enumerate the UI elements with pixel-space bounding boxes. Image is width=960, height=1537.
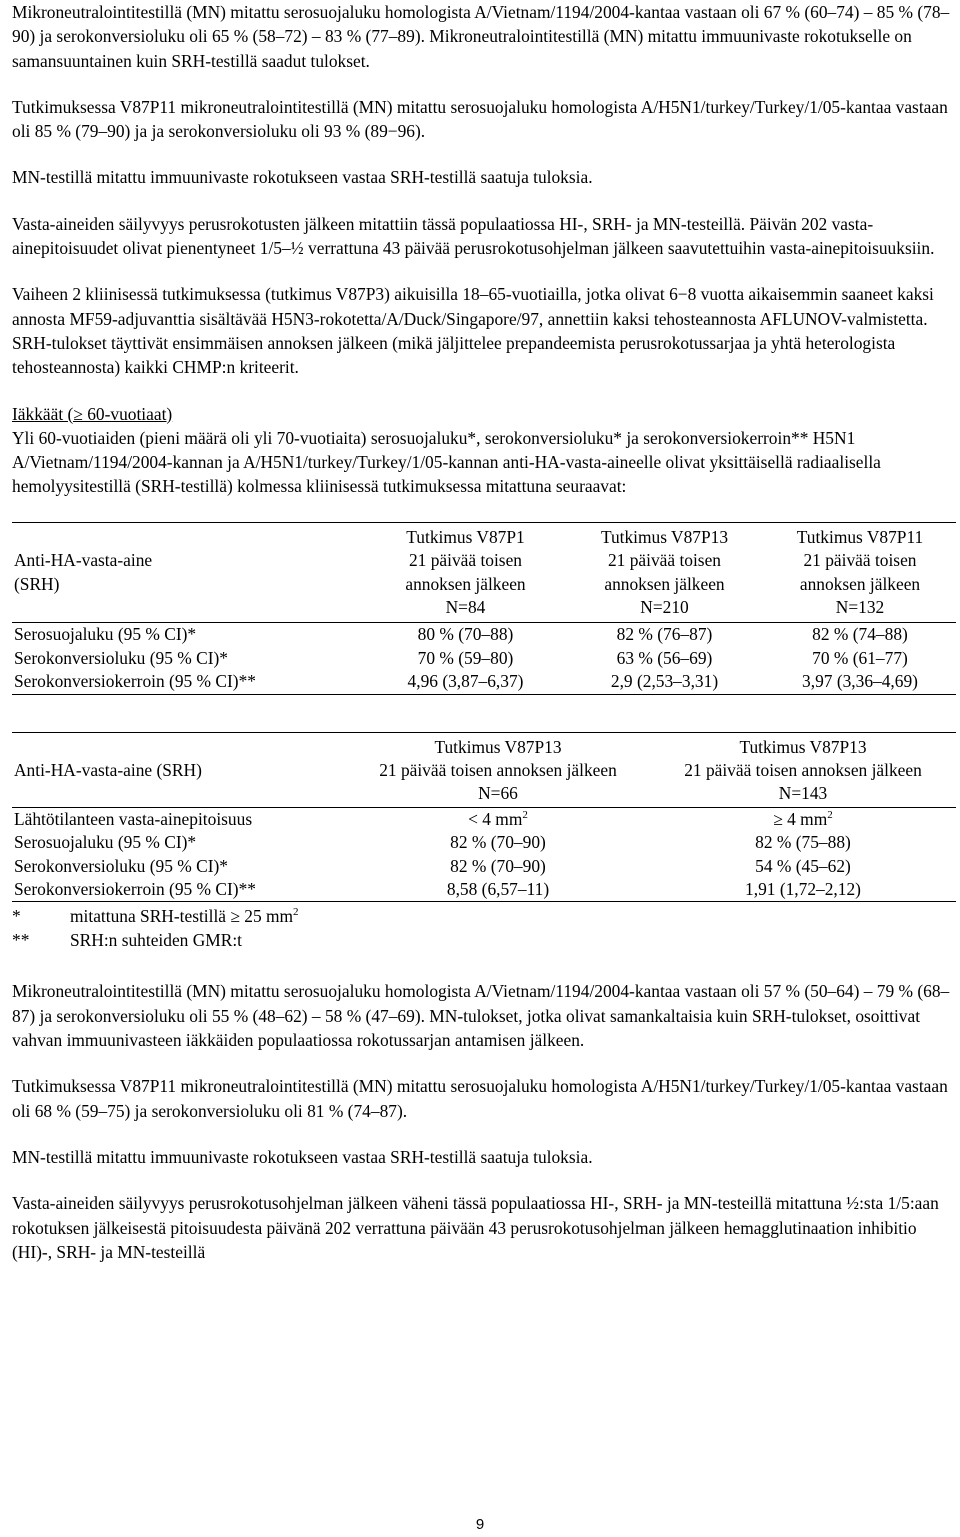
paragraph: Tutkimuksessa V87P11 mikroneutralointitestillä (MN) mitattu serosuojaluku homologista A/H5N1/turkey/Turkey/1/05-kantaa vastaan oli 68 % (59–75) ja serokonversioluku oli 81 % (74–87). — [12, 1076, 948, 1121]
row-label: Serosuojaluku (95 % CI)* — [14, 832, 197, 853]
table-cell: 63 % (56–69) — [616, 647, 713, 668]
table-header-cell: Tutkimus V87P13 21 päivää toisen annoksen jälkeen N=66 — [379, 736, 617, 804]
table-header-cell: Tutkimus V87P13 21 päivää toisen annoksen jälkeen N=210 — [600, 526, 729, 617]
table-cell: 82 % (70–90) — [450, 832, 546, 853]
row-label: Serosuojaluku (95 % CI)* — [12, 623, 366, 647]
footnote — [12, 928, 954, 952]
table-cell: < 4 $mm^2$ — [346, 807, 650, 831]
table-cell: 54 % (45–62) — [755, 855, 851, 876]
table-header-corner: Anti-HA-vasta-aine (SRH) — [14, 550, 153, 594]
table-header-cell: Tutkimus V87P11 21 päivää toisen annoksen jälkeen N=132 — [796, 526, 924, 617]
footnote-mark: ** — [12, 930, 30, 951]
results-table-2 — [12, 732, 956, 903]
table-row — [12, 855, 956, 878]
results-table-1 — [12, 522, 956, 695]
table-header-cell: Tutkimus V87P13 21 päivää toisen annoksen jälkeen N=143 — [684, 736, 922, 804]
table-cell: 82 % (76–87) — [565, 623, 764, 647]
footnote — [12, 904, 954, 928]
row-label: Serokonversiokerroin (95 % CI)** — [14, 671, 256, 692]
paragraph: Mikroneutralointitestillä (MN) mitattu serosuojaluku homologista A/Vietnam/1194/2004-kantaa vastaan oli 57 % (50–64) – 79 % (68–87) ja serokonversioluku oli 55 % (48–62) – 58 % (47–69). MN-tulokset, jotka olivat samankaltaisia kuin SRH-tulokset, osoittivat vahvan immuunivasteen iäkkäiden populaatiossa rokotussarjan antamisen jälkeen. — [12, 981, 950, 1051]
table-cell: 70 % (59–80) — [417, 647, 514, 668]
footnotes — [12, 904, 954, 952]
paragraph: Tutkimuksessa V87P11 mikroneutralointitestillä (MN) mitattu serosuojaluku homologista A/H5N1/turkey/Turkey/1/05-kantaa vastaan oli 85 % (79–90) ja ja serokonversioluku oli 93 % (89−96). — [12, 96, 948, 142]
table-row — [12, 623, 956, 647]
paragraph: Vaiheen 2 kliinisessä tutkimuksessa (tutkimus V87P3) aikuisilla 18–65-vuotiailla, jotka olivat 6−8 vuotta aikaisemmin saaneet kaksi annosta MF59-adjuvanttia sisältävää H5N3-rokotetta/A/Duck/Singapore/97, annettiin kaksi tehosteannosta AFLUNOV-valmistetta. SRH-tulokset täyttivät ensimmäisen annoksen jälkeen (mikä jäljittelee prepandeemista perusrokotussarjaa ja yhtä heterologista tehosteannosta) kaikki CHMP:n kriteerit. — [12, 284, 934, 378]
table-row — [12, 878, 956, 902]
paragraph: Vasta-aineiden säilyvyys perusrokotusohjelman jälkeen väheni tässä populaatiossa HI-, SRH- ja MN-testeillä mitattuna ½:sta 1/5:aan rokotuksen jälkeisestä pitoisuudesta päivänä 202 verrattuna päivään 43 perusrokotusohjelman jälkeen hemagglutinaation inhibitio (HI)-, SRH- ja MN-testeillä — [12, 1193, 939, 1262]
row-label: Serokonversiokerroin (95 % CI)** — [14, 879, 256, 900]
paragraph: MN-testillä mitattu immuunivaste rokotukseen vastaa SRH-testillä saatuja tuloksia. — [12, 167, 593, 188]
paragraph: Mikroneutralointitestillä (MN) mitattu serosuojaluku homologista A/Vietnam/1194/2004-kantaa vastaan oli 67 % (60–74) – 85 % (78–90) ja serokonversioluku oli 65 % (58–72) – 83 % (77–89). Mikroneutralointitestillä (MN) mitattu immuunivaste rokotukselle on samansuuntainen kuin SRH-testillä saadut tulokset. — [12, 2, 950, 71]
table-cell: 2,9 (2,53–3,31) — [610, 671, 719, 692]
footnote-text: mitattuna SRH-testillä ≥ 25 $mm^2$ — [70, 906, 299, 927]
table-row — [12, 670, 956, 694]
table-header-corner: Anti-HA-vasta-aine (SRH) — [14, 760, 202, 780]
page-number: 9 — [475, 1516, 485, 1533]
table-cell: 70 % (61–77) — [812, 647, 908, 668]
table-cell: 1,91 (1,72–2,12) — [745, 879, 861, 900]
table-cell: 82 % (70–90) — [450, 855, 546, 876]
table-cell: 82 % (74–88) — [764, 623, 956, 647]
paragraph: MN-testillä mitattu immuunivaste rokotukseen vastaa SRH-testillä saatuja tuloksia. — [12, 1146, 593, 1167]
table-header-row — [12, 732, 956, 807]
footnote-mark: * — [12, 906, 21, 927]
row-label: Lähtötilanteen vasta-ainepitoisuus — [12, 807, 346, 831]
table-row — [12, 807, 956, 831]
table-cell: 4,96 (3,87–6,37) — [407, 671, 524, 692]
row-label: Serokonversioluku (95 % CI)* — [14, 647, 228, 668]
table-cell: ≥ 4 $mm^2$ — [650, 807, 956, 831]
row-label: Serokonversioluku (95 % CI)* — [14, 855, 228, 876]
table-cell: 3,97 (3,36–4,69) — [802, 671, 918, 692]
table-cell: 82 % (75–88) — [755, 832, 851, 853]
table-row — [12, 831, 956, 854]
table-row — [12, 647, 956, 670]
table-header-cell: Tutkimus V87P1 21 päivää toisen annoksen jälkeen N=84 — [405, 526, 526, 617]
table-cell: 80 % (70–88) — [366, 623, 565, 647]
paragraph: Yli 60-vuotiaiden (pieni määrä oli yli 70-vuotiaita) serosuojaluku*, serokonversioluku* ja serokonversiokerroin** H5N1 A/Vietnam/1194/2004-kannan ja A/H5N1/turkey/Turkey/1/05-kannan anti-HA-vasta-aineelle olivat yksittäisellä radiaalisella hemolyysitestillä (SRH-testillä) kolmessa kliinisessä tutkimuksessa mitattuna seuraavat: — [12, 427, 881, 497]
section-heading: Iäkkäät (≥ 60-vuotiaat) — [12, 403, 173, 424]
footnote-text: SRH:n suhteiden GMR:t — [70, 930, 242, 951]
table-header-row — [12, 522, 956, 623]
paragraph: Vasta-aineiden säilyvyys perusrokotusten jälkeen mitattiin tässä populaatiossa HI-, SRH- ja MN-testeillä. Päivän 202 vasta-ainepitoisuudet olivat pienentyneet 1/5–½ verrattuna 43 päivää perusrokotusohjelman jälkeen saavutettuihin vasta-ainepitoisuuksiin. — [12, 213, 935, 259]
table-cell: 8,58 (6,57–11) — [446, 879, 550, 900]
document-page — [12, 0, 954, 1264]
